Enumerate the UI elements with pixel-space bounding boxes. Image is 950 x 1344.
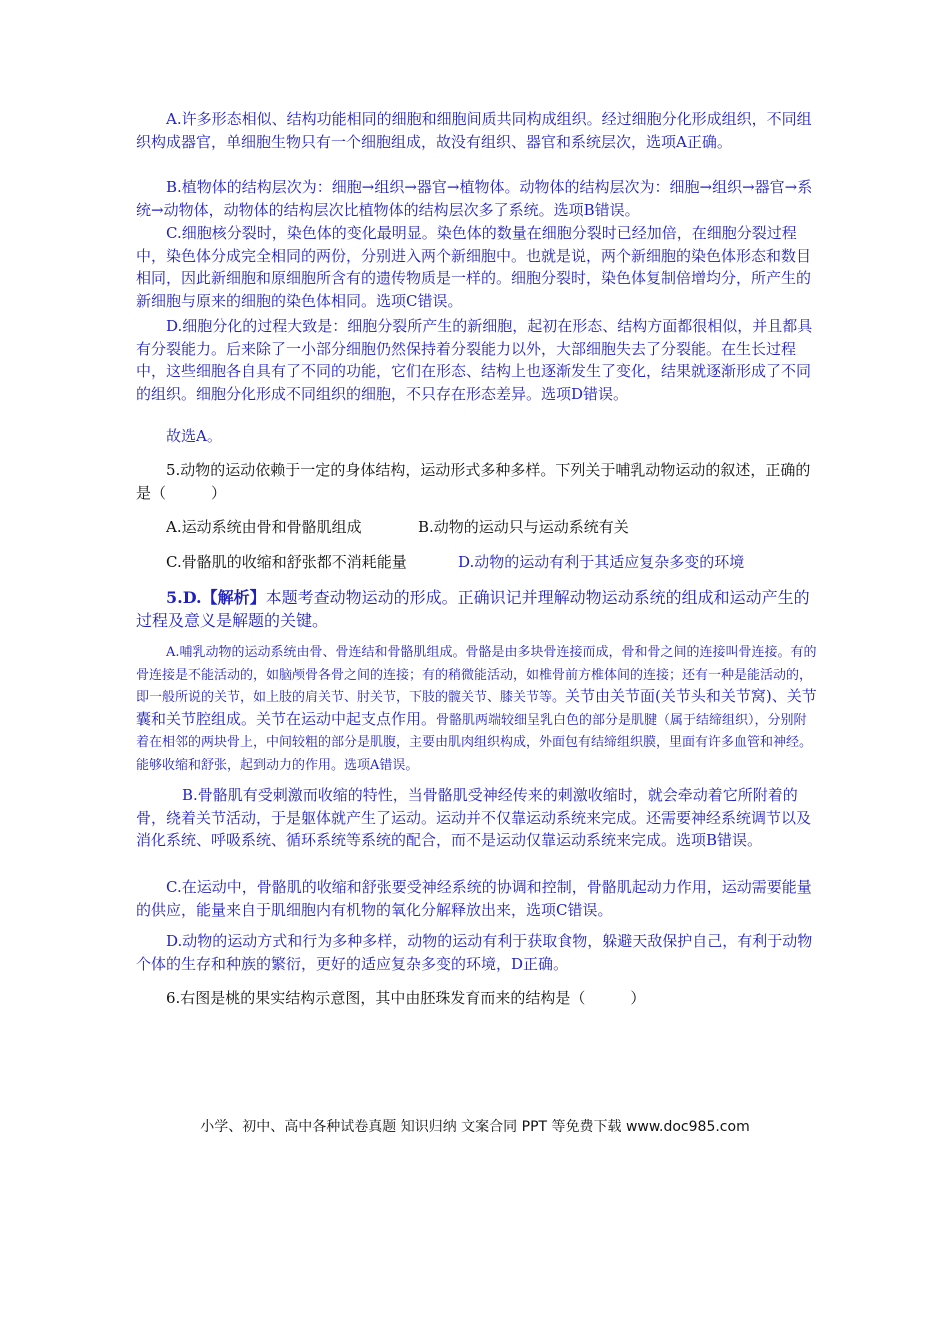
explanation-option-d: D.细胞分化的过程大致是：细胞分裂所产生的新细胞，起初在形态、结构方面都很相似，并且都具有分裂能力。后来除了一小部分细胞仍然保持着分裂能力以外，大部细胞失去了分裂能。在生长过程中，这些细胞各自具有了不同的功能，它们在形态、结构上也逐渐发生了变化，结果就逐渐形成了不同的组织。细胞分化形成不同组织的细胞，不只存在形态差异。选项D错误。 xyxy=(136,317,813,403)
analysis-a-part2: 关节由关节面(关节头和关节窝)、关节囊和关节腔组成。关节在运动中起支点作用。 xyxy=(136,687,817,728)
question-5-analysis xyxy=(136,586,818,632)
question-5-stem: 5.动物的运动依赖于一定的身体结构，运动形式多种多样。下列关于哺乳动物运动的叙述，正确的是（ ） xyxy=(136,461,811,502)
question-5-option-a: A.运动系统由骨和骨骼肌组成 xyxy=(166,518,362,536)
analysis-a-part1: A.哺乳动物的运动系统由骨、骨连结和骨骼肌组成。骨骼是由多块骨连接而成，骨和骨之间的连接叫骨连接。有的骨连接是不能活动的，如脑颅骨各骨之间的连接；有的稍微能活动，如椎骨前方椎体间的连接；还有一种是能活动的，即一般所说的关节，如上肢的肩关节、肘关节，下肢的髋关节、膝关节等。 xyxy=(136,645,817,705)
analysis-heading: 5.D.【解析】 xyxy=(166,588,266,607)
analysis-a-part3: 骨骼肌两端较细呈乳白色的部分是肌腱（属于结缔组织），分别附着在相邻的两块骨上，中间较粗的部分是肌腹，主要由肌肉组织构成，外面包有结缔组织膜，里面有许多血管和神经。能够收缩和舒张，起到动力的作用。选项A错误。 xyxy=(136,712,813,773)
analysis-option-c: C.在运动中，骨骼肌的收缩和舒张要受神经系统的协调和控制，骨骼肌起动力作用，运动需要能量的供应，能量来自于肌细胞内有机物的氧化分解释放出来，选项C错误。 xyxy=(136,878,812,919)
page-footer: 小学、初中、高中各种试卷真题 知识归纳 文案合同 PPT 等免费下载 www.doc985.com xyxy=(200,1119,750,1135)
explanation-option-a: A.许多形态相似、结构功能相同的细胞和细胞间质共同构成组织。经过细胞分化形成组织，不同组织构成器官，单细胞生物只有一个细胞组成，故没有组织、器官和系统层次，选项A正确。 xyxy=(136,110,812,151)
explanation-option-b: B.植物体的结构层次为：细胞→组织→器官→植物体。动物体的结构层次为：细胞→组织→器官→系统→动物体，动物体的结构层次比植物体的结构层次多了系统。选项B错误。 xyxy=(136,178,813,219)
analysis-summary: 本题考查动物运动的形成。正确识记并理解动物运动系统的组成和运动产生的过程及意义是解题的关键。 xyxy=(136,588,810,630)
question-5-option-d: D.动物的运动有利于其适应复杂多变的环境 xyxy=(458,553,745,571)
question-6-stem: 6.右图是桃的果实结构示意图，其中由胚珠发育而来的结构是（ ） xyxy=(166,989,646,1007)
question-5-option-b: B.动物的运动只与运动系统有关 xyxy=(418,518,629,536)
analysis-option-b: B.骨骼肌有受刺激而收缩的特性，当骨骼肌受神经传来的刺激收缩时，就会牵动着它所附着的骨，绕着关节活动，于是躯体就产生了运动。运动并不仅靠运动系统来完成。还需要神经系统调节以及消化系统、呼吸系统、循环系统等系统的配合，而不是运动仅靠运动系统来完成。选项B错误。 xyxy=(136,786,812,849)
analysis-option-a xyxy=(136,640,818,775)
analysis-option-d: D.动物的运动方式和行为多种多样，动物的运动有利于获取食物，躲避天敌保护自己，有利于动物个体的生存和种族的繁衍，更好的适应复杂多变的环境，D正确。 xyxy=(136,932,813,973)
question-5-option-c: C.骨骼肌的收缩和舒张都不消耗能量 xyxy=(166,553,407,571)
explanation-option-c: C.细胞核分裂时，染色体的变化最明显。染色体的数量在细胞分裂时已经加倍，在细胞分裂过程中，染色体分成完全相同的两份，分别进入两个新细胞中。也就是说，两个新细胞的染色体形态和数目相同，因此新细胞和原细胞所含有的遗传物质是一样的。细胞分裂时，染色体复制倍增均分，所产生的新细胞与原来的细胞的染色体相同。选项C错误。 xyxy=(136,224,812,310)
answer-conclusion: 故选A。 xyxy=(166,427,222,445)
